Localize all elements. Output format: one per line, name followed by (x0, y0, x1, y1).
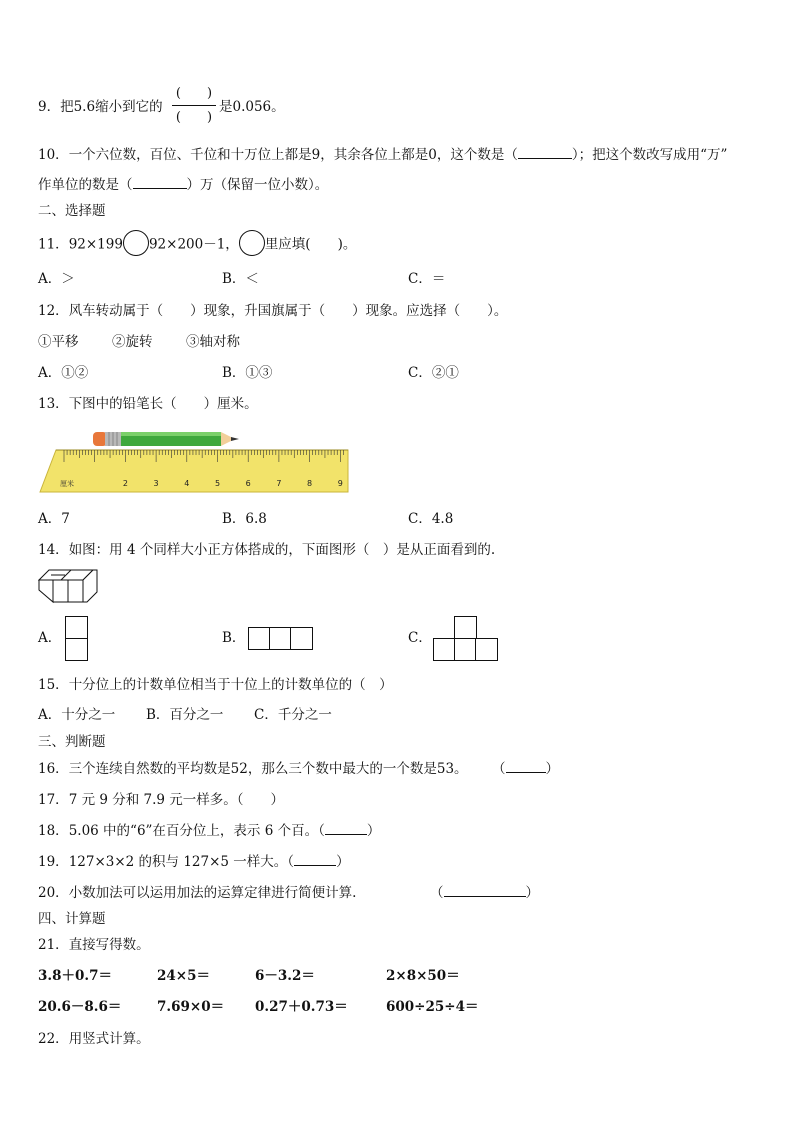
calc-item: 0.27＋0.73＝ (255, 999, 348, 1015)
question-number: 9． (38, 99, 61, 115)
option-c[interactable]: C．4.8 (408, 511, 454, 527)
question-17 (38, 791, 284, 809)
question-number: 19． (38, 854, 69, 870)
answer-blank[interactable] (506, 760, 546, 773)
cube-stack-figure (38, 568, 100, 604)
question-number: 10． (38, 147, 69, 163)
question-22 (38, 1030, 150, 1048)
option-c[interactable]: C．＝ (408, 271, 446, 287)
ruler-tick-label: 8 (307, 479, 313, 488)
option-a[interactable]: A．①② (38, 365, 89, 381)
question-number: 22． (38, 1031, 69, 1047)
question-number: 20． (38, 885, 69, 901)
question-text: 如图：用 4 个同样大小正方体搭成的，下面图形（ ）是从正面看到的. (68, 542, 496, 558)
question-text: 把5.6缩小到它的 (60, 99, 163, 115)
question-number: 13． (38, 396, 69, 412)
answer-blank[interactable] (325, 822, 367, 835)
question-20 (38, 884, 356, 902)
question-18 (38, 822, 380, 840)
ruler-unit-label: 厘米 (60, 480, 74, 488)
question-number: 15． (38, 677, 69, 693)
question-text: 用竖式计算。 (68, 1031, 150, 1047)
question-text: 直接写得数。 (68, 937, 150, 953)
ruler-tick-label: 9 (337, 479, 343, 488)
question-text: 三个连续自然数的平均数是52，那么三个数中最大的一个数是53。 (68, 761, 468, 777)
answer-blank[interactable] (133, 176, 187, 189)
question-21 (38, 936, 150, 954)
question-text: 一个六位数，百位、千位和十万位上都是9，其余各位上都是0，这个数是（ (68, 147, 518, 163)
section-heading: 二、选择题 (38, 203, 106, 219)
pencil-icon (93, 432, 239, 446)
option-c[interactable]: C． (408, 630, 432, 646)
paren-right: ） (336, 854, 350, 870)
question-10 (38, 146, 727, 164)
option-b-shape (269, 627, 292, 650)
paren-left: （ (430, 885, 444, 901)
calc-item: 7.69×0＝ (157, 999, 225, 1015)
ruler-pencil-figure (38, 426, 350, 496)
answer-paren[interactable] (492, 760, 559, 778)
question-number: 21． (38, 937, 69, 953)
calc-item: 3.8＋0.7＝ (38, 968, 112, 984)
fraction-blank[interactable] (170, 84, 218, 128)
answer-paren[interactable] (430, 884, 539, 902)
option-a[interactable]: A．十分之一 (38, 707, 116, 723)
option-b[interactable]: B． (222, 630, 246, 646)
section-heading: 三、判断题 (38, 734, 106, 750)
option-a-shape (65, 638, 88, 661)
question-number: 14． (38, 542, 69, 558)
question-text: 7 元 9 分和 7.9 元一样多。（ ） (68, 792, 285, 808)
ruler-tick-label: 6 (245, 479, 251, 488)
option-c-shape (475, 638, 498, 661)
question-text: ）；把这个数改写成用“万” (571, 147, 728, 163)
answer-circle[interactable] (123, 230, 149, 256)
question-number: 11． (38, 236, 69, 253)
option-b-shape (248, 627, 271, 650)
calc-item: 24×5＝ (157, 968, 210, 984)
option-b[interactable]: B．①③ (222, 365, 273, 381)
paren-right: ） (525, 885, 539, 901)
paren-left: （ (492, 761, 506, 777)
question-9 (38, 98, 163, 116)
option-a[interactable]: A．＞ (38, 271, 75, 287)
option-c-shape (433, 638, 456, 661)
question-text: 127×3×2 的积与 127×5 一样大。（ (68, 854, 295, 870)
calc-item: 6－3.2＝ (255, 968, 315, 984)
ruler-tick-label: 2 (122, 479, 128, 488)
question-text: 风车转动属于（ ）现象，升国旗属于（ ）现象。应选择（ ）。 (68, 303, 508, 319)
item-3: ③轴对称 (186, 334, 240, 350)
question-text: 作单位的数是（ (38, 177, 133, 193)
question-text: 92×199 (68, 236, 123, 253)
question-number: 12． (38, 303, 69, 319)
question-11 (38, 234, 356, 256)
numerator-blank: ( ) (175, 86, 213, 101)
question-number: 16． (38, 761, 69, 777)
answer-blank[interactable] (444, 884, 526, 897)
paren-right: ） (545, 761, 559, 777)
fraction-bar (172, 105, 216, 106)
question-text: 下图中的铅笔长（ ）厘米。 (68, 396, 258, 412)
question-number: 18． (38, 823, 69, 839)
question-9-tail: 是0.056。 (219, 99, 285, 115)
question-19 (38, 853, 350, 871)
option-c[interactable]: C．②① (408, 365, 459, 381)
option-a[interactable]: A．7 (38, 511, 70, 527)
circle-symbol (239, 230, 265, 256)
question-text: 里应填( )。 (264, 236, 357, 253)
paren-right: ） (366, 823, 381, 839)
denominator-blank: ( ) (175, 110, 213, 125)
option-b-shape (290, 627, 313, 650)
question-text: 十分位上的计数单位相当于十位上的计数单位的（ ） (68, 677, 393, 693)
question-number: 17． (38, 792, 69, 808)
ruler-tick-label: 5 (214, 479, 221, 488)
option-b[interactable]: B．百分之一 (146, 707, 224, 723)
ruler-tick-label: 4 (184, 479, 190, 488)
question-text: 92×200－1， (148, 236, 239, 253)
question-16 (38, 760, 468, 778)
calc-item: 2×8×50＝ (386, 968, 460, 984)
item-2: ②旋转 (112, 334, 153, 350)
question-text: ）万（保留一位小数）。 (186, 177, 329, 193)
calc-item: 600÷25÷4＝ (386, 999, 479, 1015)
answer-blank[interactable] (294, 853, 336, 866)
answer-blank[interactable] (518, 146, 572, 159)
option-a[interactable]: A． (38, 630, 62, 646)
option-c[interactable]: C．千分之一 (254, 707, 332, 723)
question-13 (38, 395, 258, 413)
ruler-tick-label: 3 (153, 479, 159, 488)
option-a-shape (65, 616, 88, 639)
calc-item: 20.6－8.6＝ (38, 999, 122, 1015)
option-c-shape (454, 616, 477, 639)
option-b[interactable]: B．＜ (222, 271, 259, 287)
question-15 (38, 676, 393, 694)
question-12 (38, 302, 507, 320)
section-heading: 四、计算题 (38, 911, 106, 927)
option-b[interactable]: B．6.8 (222, 511, 267, 527)
question-10-line2 (38, 176, 328, 194)
ruler-tick-label: 7 (276, 479, 282, 488)
question-14 (38, 541, 495, 559)
question-text: 小数加法可以运用加法的运算定律进行简便计算. (68, 885, 357, 901)
item-1: ①平移 (38, 334, 79, 350)
question-text: 5.06 中的“6”在百分位上，表示 6 个百。（ (68, 823, 325, 839)
option-c-shape (454, 638, 477, 661)
ruler-icon (40, 450, 348, 492)
